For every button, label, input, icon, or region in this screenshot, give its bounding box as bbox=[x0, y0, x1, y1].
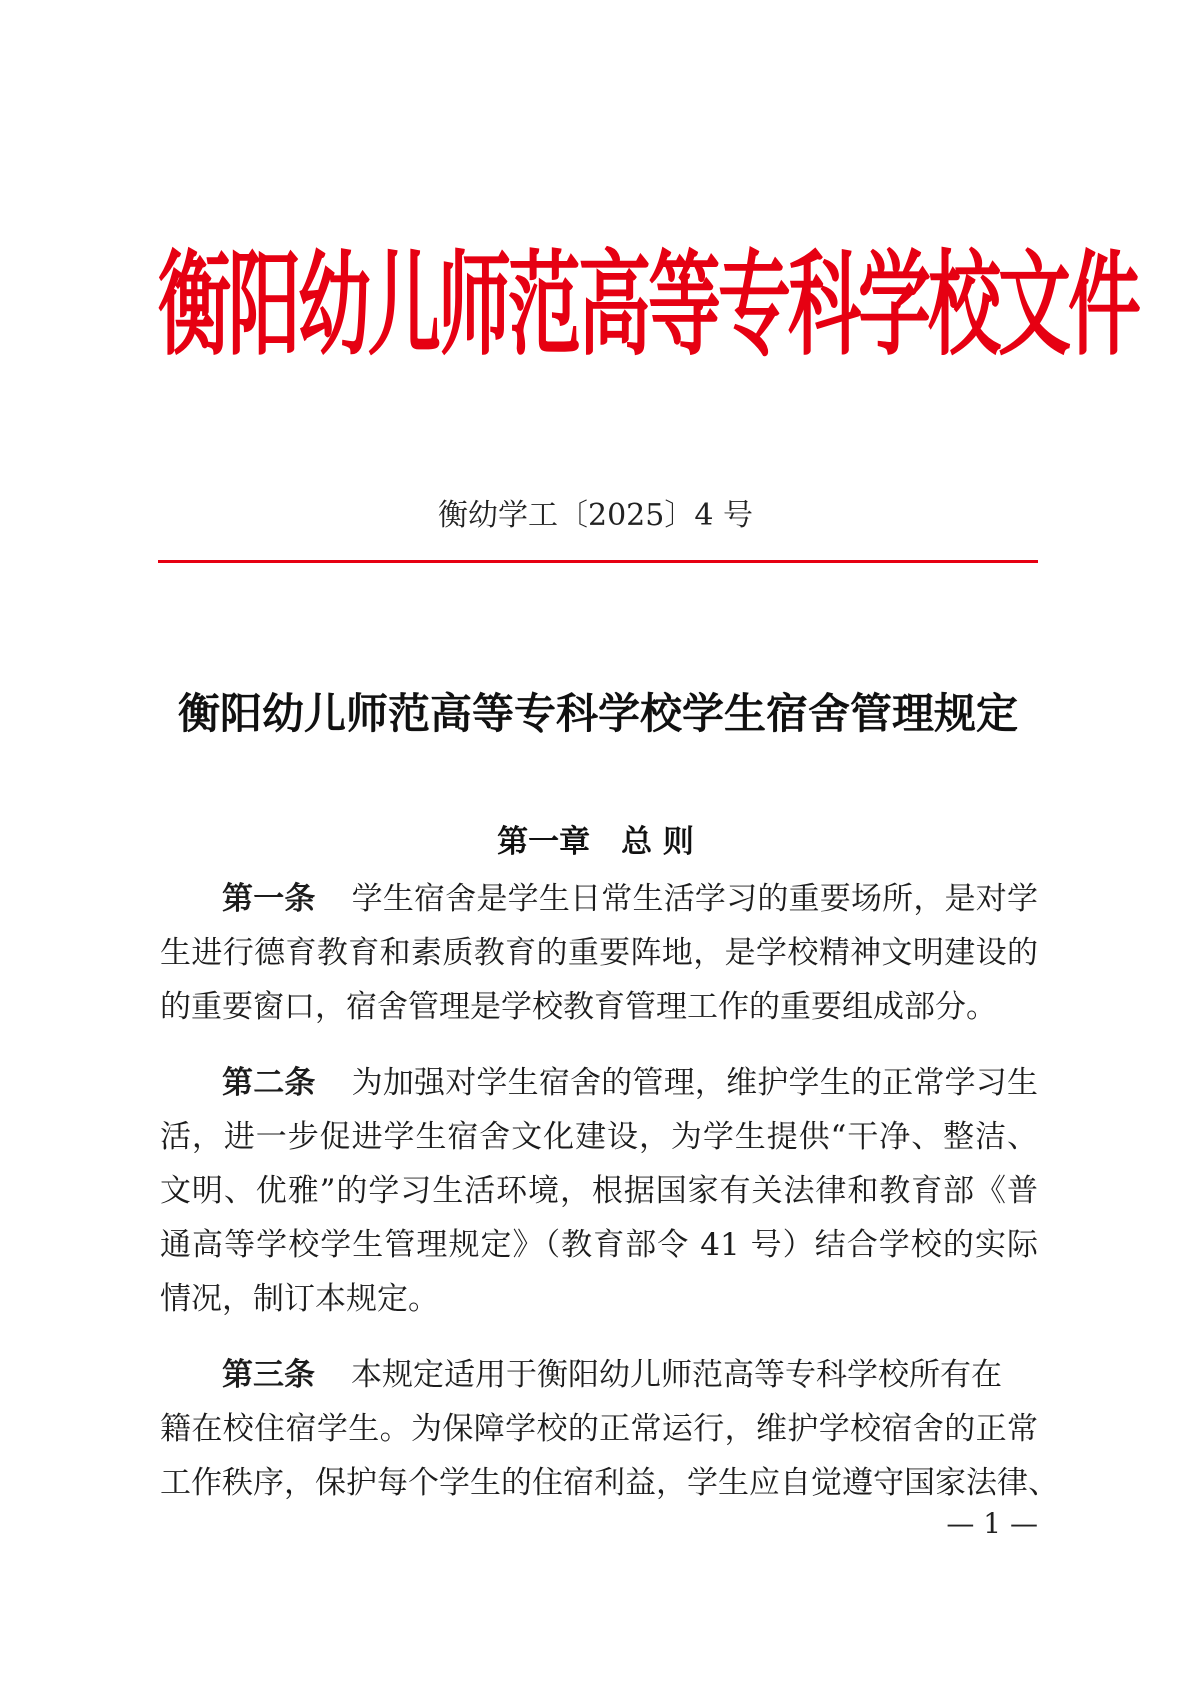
article-2-line-4: 通高等学校学生管理规定》（教育部令 41 号）结合学校的实际 bbox=[160, 1227, 1038, 1263]
chapter-heading: 第一章 总 则 bbox=[497, 824, 694, 860]
paragraph-gap bbox=[160, 1034, 1038, 1056]
page-number: — 1 — bbox=[946, 1507, 1038, 1540]
article-text: 本规定适用于衡阳幼儿师范高等专科学校所有在 bbox=[351, 1357, 1002, 1393]
article-2-line-1 bbox=[160, 1056, 1038, 1110]
article-2-line-3: 文明、优雅”的学习生活环境，根据国家有关法律和教育部《普 bbox=[160, 1173, 1038, 1209]
article-2-line-2: 活，进一步促进学生宿舍文化建设，为学生提供“干净、整洁、 bbox=[160, 1119, 1038, 1155]
article-text: 学生宿舍是学生日常生活学习的重要场所，是对学 bbox=[351, 881, 1038, 917]
article-2-line-5: 情况，制订本规定。 bbox=[160, 1281, 439, 1317]
article-label: 第三条 bbox=[222, 1357, 315, 1393]
article-1-line-3: 的重要窗口，宿舍管理是学校教育管理工作的重要组成部分。 bbox=[160, 989, 997, 1025]
article-text: 为加强对学生宿舍的管理，维护学生的正常学习生 bbox=[351, 1065, 1038, 1101]
article-1-line-1 bbox=[160, 872, 1038, 926]
document-masthead: 衡阳幼儿师范高等专科学校文件 bbox=[158, 240, 1138, 373]
document-number: 衡幼学工〔2025〕4 号 bbox=[438, 498, 753, 533]
red-separator-rule bbox=[158, 560, 1038, 563]
article-3-line-3: 工作秩序，保护每个学生的住宿利益，学生应自觉遵守国家法律、 bbox=[160, 1465, 1059, 1501]
article-1-line-2: 生进行德育教育和素质教育的重要阵地，是学校精神文明建设的 bbox=[160, 935, 1038, 971]
document-body bbox=[160, 872, 1059, 1510]
article-3-line-1 bbox=[160, 1348, 1038, 1402]
paragraph-gap bbox=[160, 1326, 1038, 1348]
document-title: 衡阳幼儿师范高等专科学校学生宿舍管理规定 bbox=[177, 689, 1018, 738]
article-label: 第一条 bbox=[222, 881, 316, 917]
article-3-line-2: 籍在校住宿学生。为保障学校的正常运行，维护学校宿舍的正常 bbox=[160, 1411, 1038, 1447]
article-label: 第二条 bbox=[222, 1065, 316, 1101]
